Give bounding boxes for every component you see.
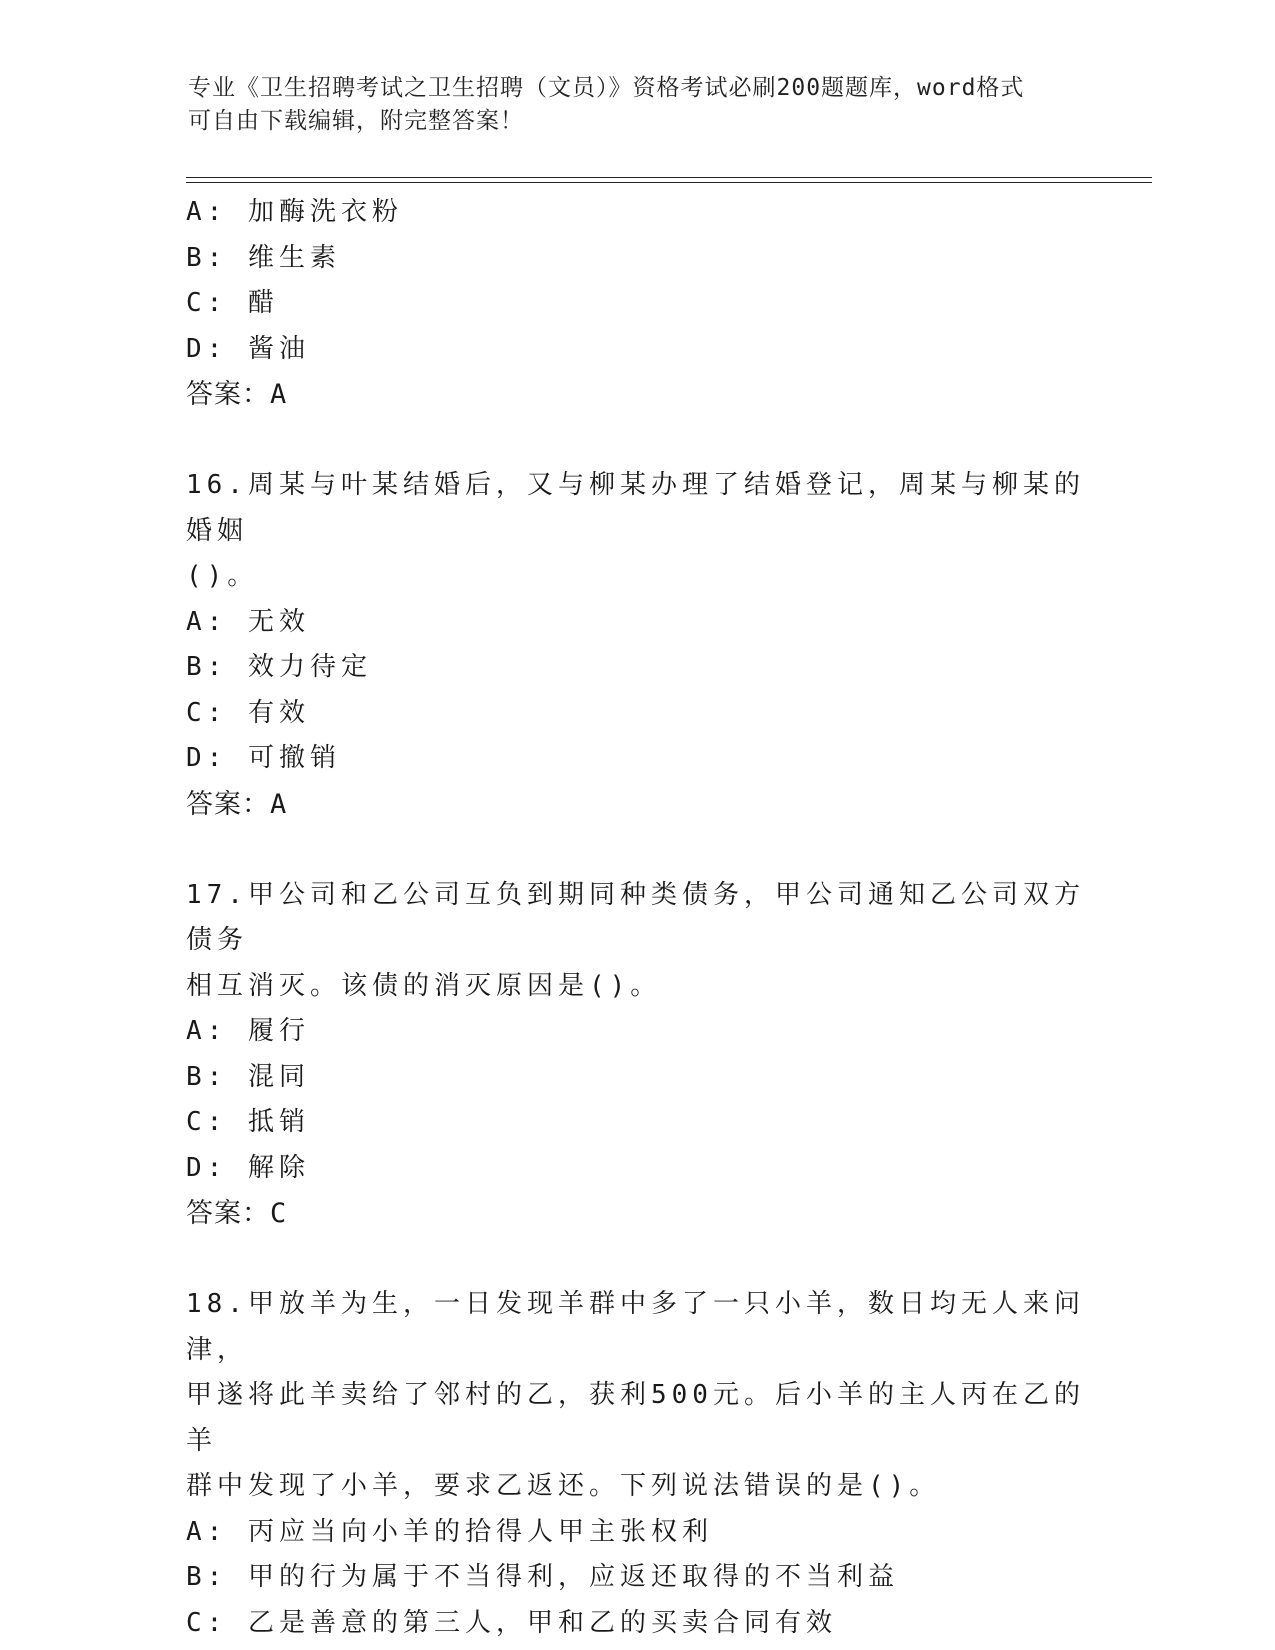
question-stem-line: 16.周某与叶某结婚后，又与柳某办理了结婚登记，周某与柳某的婚姻 (186, 470, 1085, 546)
question-stem-line: ()。 (186, 561, 259, 591)
option-d: D: 酱油 (186, 333, 310, 364)
option-c: C: 乙是善意的第三人，甲和乙的买卖合同有效 (186, 1607, 837, 1638)
spacer (186, 418, 1086, 464)
document-header (188, 72, 1068, 138)
question-stem-line: 相互消灭。该债的消灭原因是()。 (186, 970, 662, 1001)
option-a: A: 加酶洗衣粉 (186, 197, 403, 227)
option-a: A: 丙应当向小羊的拾得人甲主张权利 (186, 1516, 713, 1547)
answer-line: 答案：C (186, 1198, 288, 1229)
spacer (186, 827, 1086, 873)
question-17 (186, 873, 1086, 1237)
option-c: C: 有效 (186, 697, 310, 728)
question-stem-line: 甲遂将此羊卖给了邻村的乙，获利500元。后小羊的主人丙在乙的羊 (186, 1380, 1085, 1456)
question-16 (186, 463, 1086, 827)
option-b: B: 混同 (186, 1061, 310, 1092)
header-line-1: 专业《卫生招聘考试之卫生招聘（文员）》资格考试必刷200题题库，word格式 (188, 75, 1025, 101)
question-stem-line: 18.甲放羊为生，一日发现羊群中多了一只小羊，数日均无人来问津， (186, 1289, 1085, 1365)
answer-line: 答案：A (186, 379, 288, 410)
question-18 (186, 1282, 1086, 1646)
option-d: D: 解除 (186, 1152, 310, 1183)
question-stem-line: 群中发现了小羊，要求乙返还。下列说法错误的是()。 (186, 1471, 941, 1501)
header-divider-bottom (186, 182, 1152, 183)
option-a: A: 无效 (186, 606, 310, 637)
question-list (186, 190, 1086, 1646)
option-c: C: 醋 (186, 288, 279, 318)
option-b: B: 效力待定 (186, 652, 372, 682)
question-15-continued (186, 190, 1086, 418)
option-b: B: 甲的行为属于不当得利，应返还取得的不当利益 (186, 1562, 899, 1592)
option-b: B: 维生素 (186, 242, 341, 273)
answer-line: 答案：A (186, 788, 288, 820)
spacer (186, 1237, 1086, 1283)
option-c: C: 抵销 (186, 1107, 310, 1137)
option-d: D: 可撤销 (186, 743, 341, 773)
header-line-2: 可自由下载编辑，附完整答案！ (188, 108, 524, 134)
option-a: A: 履行 (186, 1016, 310, 1046)
header-divider-top (186, 177, 1152, 178)
question-stem-line: 17.甲公司和乙公司互负到期同种类债务，甲公司通知乙公司双方债务 (186, 879, 1085, 955)
